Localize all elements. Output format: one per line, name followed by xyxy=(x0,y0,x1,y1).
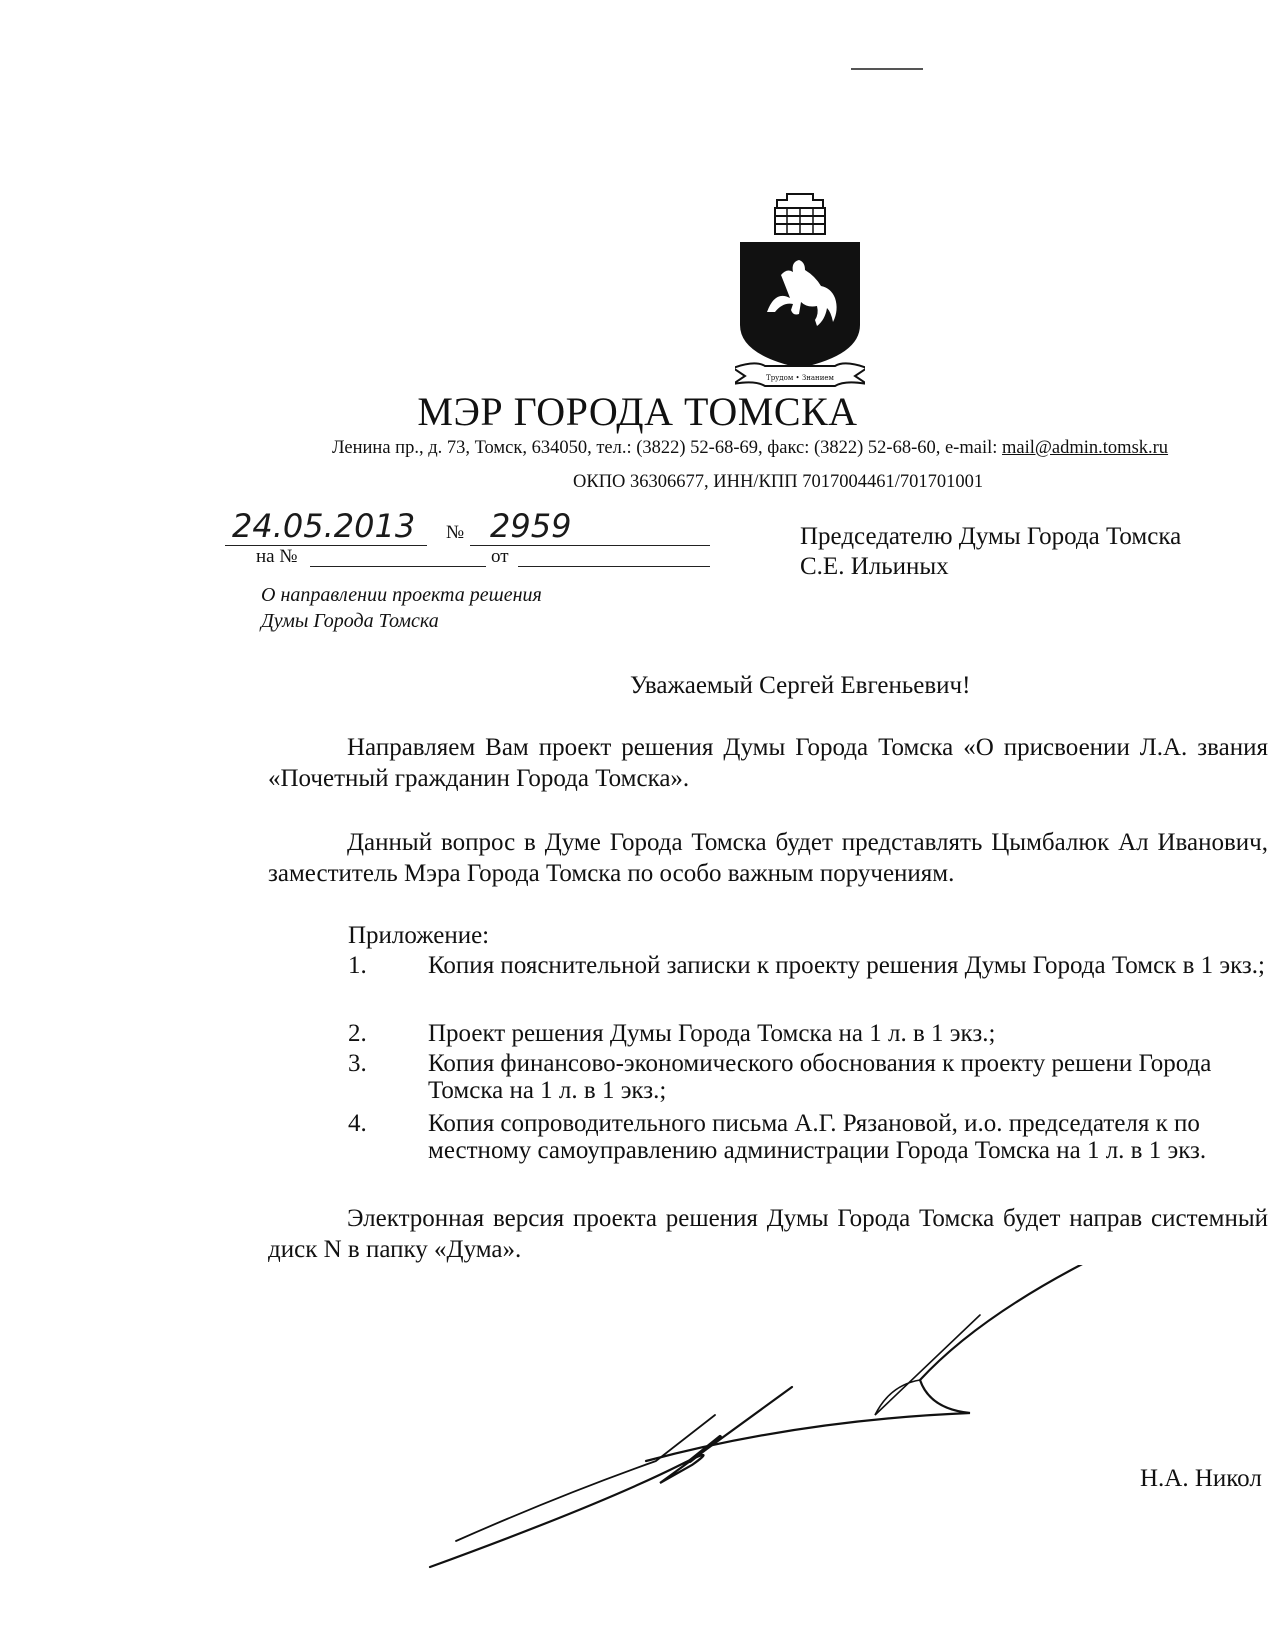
attachment-number: 3. xyxy=(348,1050,367,1077)
signer-name: Н.А. Никол xyxy=(1140,1465,1262,1492)
attachment-text: Копия финансово-экономического обоснования к проекту решени Города Томска на 1 л. в 1 экз.; xyxy=(428,1050,1212,1104)
attachment-item-1 xyxy=(348,952,1275,979)
attachment-item-2 xyxy=(348,1020,1275,1047)
outgoing-date: 24.05.2013 xyxy=(232,507,416,545)
salutation: Уважаемый Сергей Евгеньевич! xyxy=(630,672,971,699)
recipient-position: Председателю Думы Города Томска xyxy=(800,523,1182,550)
subject-line-1: О направлении проекта решения xyxy=(261,584,542,606)
recipient-name: С.Е. Ильиных xyxy=(800,553,949,580)
attachment-item-4 xyxy=(348,1110,1275,1164)
from-underline xyxy=(518,566,710,567)
letterhead-address: Ленина пр., д. 73, Томск, 634050, тел.: (3822) 52-68-69, факс: (3822) 52-68-60, e-mail: mail@admin.tomsk.ru xyxy=(332,438,1169,458)
attachment-text: Копия сопроводительного письма А.Г. Рязановой, и.о. председателя к по местному самоуправлению администрации Города Томска на 1 л. в 1 экз. xyxy=(428,1110,1207,1164)
top-scan-mark xyxy=(851,68,923,70)
attachments-label: Приложение: xyxy=(348,922,490,949)
attachment-number: 2. xyxy=(348,1020,367,1047)
letterhead-okpo: ОКПО 36306677, ИНН/КПП 7017004461/701701001 xyxy=(573,472,984,492)
attachment-item-3 xyxy=(348,1050,1275,1104)
closing-paragraph: Электронная версия проекта решения Думы Города Томска будет направ системный диск N в папку «Дума». xyxy=(268,1205,1268,1263)
attachment-number: 1. xyxy=(348,952,367,979)
attachment-number: 4. xyxy=(348,1110,367,1137)
email-link[interactable]: mail@admin.tomsk.ru xyxy=(1002,438,1169,458)
attachment-text: Копия пояснительной записки к проекту решения Думы Города Томск в 1 экз.; xyxy=(428,952,1265,979)
svg-text:Трудом • Знанием: Трудом • Знанием xyxy=(766,374,834,382)
subject-line-2: Думы Города Томска xyxy=(261,610,439,632)
from-label: от xyxy=(491,546,509,567)
number-sign: № xyxy=(446,522,465,543)
attachment-text: Проект решения Думы Города Томска на 1 л. в 1 экз.; xyxy=(428,1020,996,1047)
handwritten-signature xyxy=(420,1265,1140,1575)
paragraph-2: Данный вопрос в Думе Города Томска будет представлять Цымбалюк Ал Иванович, заместитель Мэра Города Томска по особо важным поручениям. xyxy=(268,829,1268,887)
outgoing-number: 2959 xyxy=(490,507,572,545)
reference-label: на № xyxy=(256,546,298,567)
tomsk-coat-of-arms-icon xyxy=(735,190,865,390)
reference-underline xyxy=(310,566,486,567)
paragraph-1: Направляем Вам проект решения Думы Города Томска «О присвоении Л.А. звания «Почетный гражданин Города Томска». xyxy=(268,734,1268,792)
letterhead-title: МЭР ГОРОДА ТОМСКА xyxy=(417,389,858,434)
